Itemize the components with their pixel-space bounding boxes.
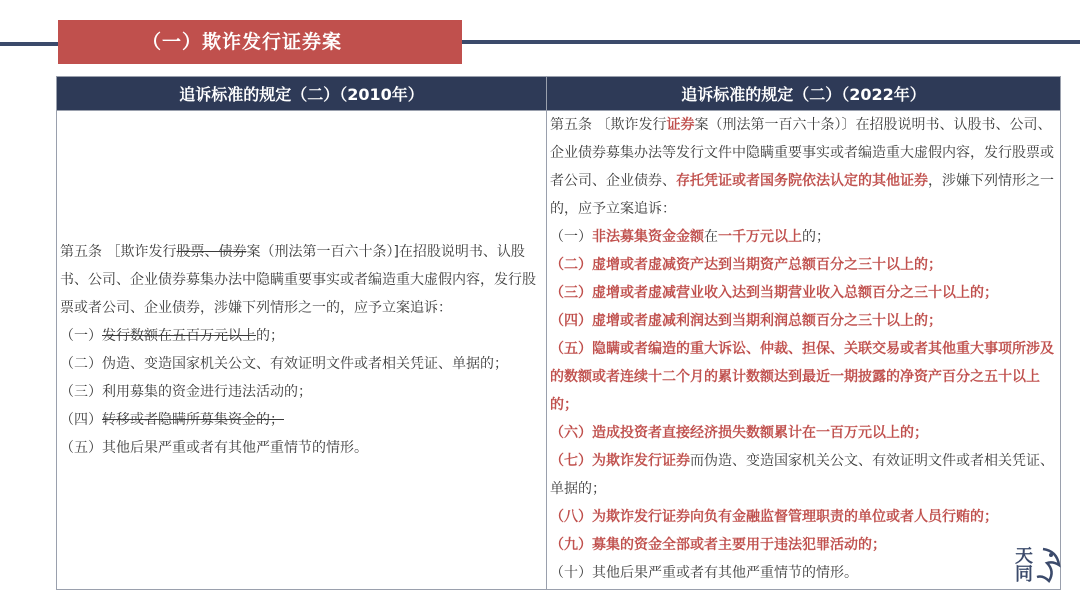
new-item-4: （四）虚增或者虚减利润达到当期利润总额百分之三十以上的； bbox=[550, 313, 942, 329]
new-item-9: （九）募集的资金全部或者主要用于违法犯罪活动的； bbox=[550, 537, 886, 553]
old-intro: 第五条 ［欺诈发行股票、债券案（刑法第一百六十条）]在招股说明书、认股书、公司、企业债券募集办法中隐瞒重要事实或者编造重大虚假内容，发行股票或者公司、企业债券，涉嫌下列情形之一的，应予立案追诉： bbox=[60, 244, 536, 316]
header-rule-left bbox=[0, 42, 58, 46]
header-rule-right bbox=[462, 40, 1080, 44]
new-item-8: （八）为欺诈发行证券向负有金融监督管理职责的单位或者人员行贿的； bbox=[550, 509, 998, 525]
provision-2022 bbox=[547, 111, 1061, 590]
old-item-2: （二）伪造、变造国家机关公文、有效证明文件或者相关凭证、单据的； bbox=[60, 356, 508, 372]
header-2022: 追诉标准的规定（二）（2022年） bbox=[547, 77, 1061, 111]
new-item-6: （六）造成投资者直接经济损失数额累计在一百万元以上的； bbox=[550, 425, 928, 441]
new-item-5: （五）隐瞒或者编造的重大诉讼、仲裁、担保、关联交易或者其他重大事项所涉及的数额或者连续十二个月的累计数额达到最近一期披露的净资产百分之五十以上的； bbox=[550, 341, 1054, 413]
provision-2010 bbox=[57, 111, 547, 590]
new-item-7: （七）为欺诈发行证券而伪造、变造国家机关公文、有效证明文件或者相关凭证、单据的； bbox=[550, 453, 1054, 497]
old-item-3: （三）利用募集的资金进行违法活动的； bbox=[60, 384, 312, 400]
table-row bbox=[57, 111, 1061, 590]
logo-text: 天同 bbox=[1015, 546, 1033, 585]
new-item-3: （三）虚增或者虚减营业收入达到当期营业收入总额百分之三十以上的； bbox=[550, 285, 998, 301]
old-item-1: （一）发行数额在五百万元以上的； bbox=[60, 328, 284, 344]
old-item-4: （四）转移或者隐瞒所募集资金的； bbox=[60, 412, 284, 428]
old-item-5: （五）其他后果严重或者有其他严重情节的情形。 bbox=[60, 440, 368, 456]
new-item-1: （一）非法募集资金金额在一千万元以上的； bbox=[550, 229, 830, 245]
new-item-2: （二）虚增或者虚减资产达到当期资产总额百分之三十以上的； bbox=[550, 257, 942, 273]
page-title: （一）欺诈发行证券案 bbox=[58, 20, 462, 64]
table-header-row bbox=[57, 77, 1061, 111]
new-intro: 第五条 〔欺诈发行证券案（刑法第一百六十条）〕在招股说明书、认股书、公司、企业债券募集办法等发行文件中隐瞒重要事实或者编造重大虚假内容，发行股票或者公司、企业债券、存托凭证或者国务院依法认定的其他证券，涉嫌下列情形之一的，应予立案追诉： bbox=[550, 117, 1054, 217]
new-item-10: （十）其他后果严重或者有其他严重情节的情形。 bbox=[550, 565, 858, 581]
header-2010: 追诉标准的规定（二）（2010年） bbox=[57, 77, 547, 111]
comparison-table bbox=[56, 76, 1061, 590]
